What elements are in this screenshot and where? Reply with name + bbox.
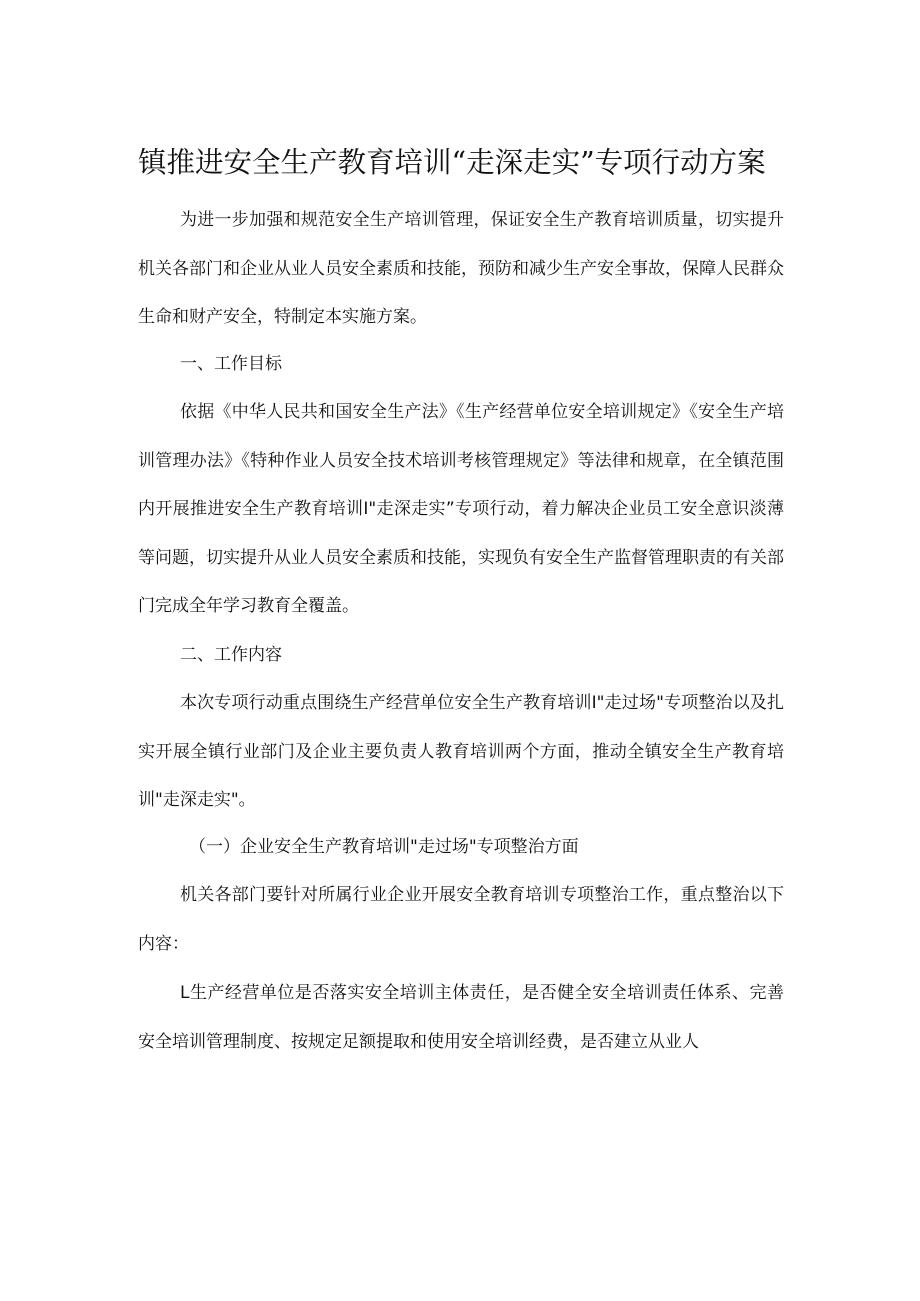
section-heading-content: 二、工作内容 bbox=[180, 645, 282, 665]
section-body-content: 本次专项行动重点围绕生产经营单位安全生产教育培训I"走过场"专项整治以及扎实开展全镇行业部门及企业主要负责人教育培训两个方面，推动全镇安全生产教育培训"走深走实"。 bbox=[138, 693, 784, 810]
section-heading-goal: 一、工作目标 bbox=[180, 354, 282, 374]
list-item: L生产经营单位是否落实安全培训主体责任，是否健全安全培训责任体系、完善安全培训管理制度、按规定足额提取和使用安全培训经费，是否建立从业人 bbox=[138, 983, 784, 1052]
subsection-body-rectification: 机关各部门要针对所属行业企业开展安全教育培训专项整治工作，重点整治以下内容： bbox=[138, 885, 784, 954]
subsection-heading-rectification: （一）企业安全生产教育培训"走过场"专项整治方面 bbox=[189, 837, 579, 857]
intro-paragraph: 为进一步加强和规范安全生产培训管理，保证安全生产教育培训质量，切实提升机关各部门和企业从业人员安全素质和技能，预防和减少生产安全事故，保障人民群众生命和财产安全，特制定本实施方案。 bbox=[138, 210, 784, 327]
section-body-goal: 依据《中华人民共和国安全生产法》《生产经营单位安全培训规定》《安全生产培训管理办法》《特种作业人员安全技术培训考核管理规定》等法律和规章，在全镇范围内开展推进安全生产教育培训I"走深走实”专项行动，着力解决企业员工安全意识淡薄等问题，切实提升从业人员安全素质和技能，实现负有安全生产监督管理职责的有关部门完成全年学习教育全覆盖。 bbox=[138, 402, 784, 616]
document-title: 镇推进安全生产教育培训“走深走实”专项行动方案 bbox=[138, 146, 766, 179]
